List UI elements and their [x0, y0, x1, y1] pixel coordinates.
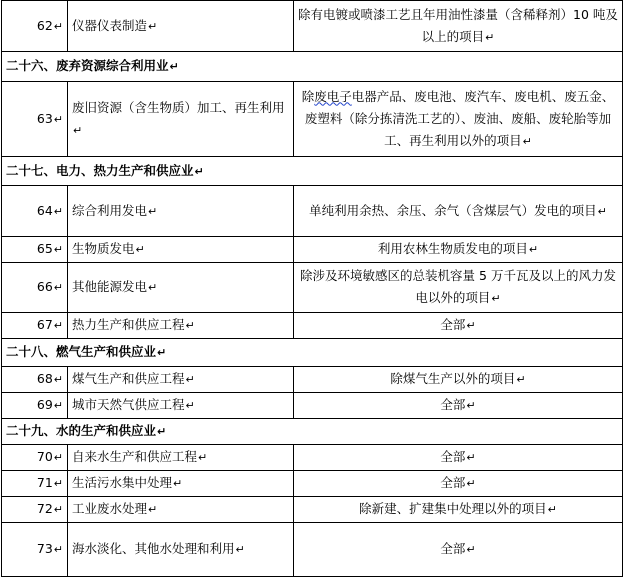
- row-number: 70↵: [2, 445, 68, 471]
- table-row: [2, 367, 623, 393]
- row-number: 73↵: [2, 523, 68, 577]
- row-number: 71↵: [2, 471, 68, 497]
- section-header-row: [2, 52, 623, 82]
- row-number: 65↵: [2, 237, 68, 263]
- table-row: [2, 82, 623, 157]
- scope-description: 除有电镀或喷漆工艺且年用油性漆量（含稀释剂）10 吨及以上的项目↵: [294, 1, 623, 52]
- row-number: 64↵: [2, 186, 68, 237]
- scope-description: 利用农林生物质发电的项目↵: [294, 237, 623, 263]
- section-title: 二十六、废弃资源综合利用业↵: [2, 52, 623, 82]
- scope-description: 全部↵: [294, 313, 623, 339]
- industry-name: 综合利用发电↵: [68, 186, 294, 237]
- section-title: 二十八、燃气生产和供应业↵: [2, 339, 623, 367]
- scope-description: 单纯利用余热、余压、余气（含煤层气）发电的项目↵: [294, 186, 623, 237]
- scope-description: 除涉及环境敏感区的总装机容量 5 万千瓦及以上的风力发电以外的项目↵: [294, 263, 623, 313]
- industry-name: 工业废水处理↵: [68, 497, 294, 523]
- table-row: [2, 497, 623, 523]
- row-number: 66↵: [2, 263, 68, 313]
- row-number: 63↵: [2, 82, 68, 157]
- table-row: [2, 237, 623, 263]
- scope-description: 除煤气生产以外的项目↵: [294, 367, 623, 393]
- table-row: [2, 313, 623, 339]
- section-title: 二十九、水的生产和供应业↵: [2, 419, 623, 445]
- row-number: 67↵: [2, 313, 68, 339]
- industry-name: 废旧资源（含生物质）加工、再生利用↵: [68, 82, 294, 157]
- scope-description: 除新建、扩建集中处理以外的项目↵: [294, 497, 623, 523]
- scope-description: 全部↵: [294, 523, 623, 577]
- table-row: [2, 1, 623, 52]
- row-number: 69↵: [2, 393, 68, 419]
- scope-description: 全部↵: [294, 393, 623, 419]
- spellcheck-underline: 废电子: [314, 88, 352, 104]
- row-number: 72↵: [2, 497, 68, 523]
- table-row: [2, 393, 623, 419]
- industry-name: 城市天然气供应工程↵: [68, 393, 294, 419]
- industry-name: 热力生产和供应工程↵: [68, 313, 294, 339]
- industry-name: 仪器仪表制造↵: [68, 1, 294, 52]
- industry-name: 生活污水集中处理↵: [68, 471, 294, 497]
- industry-name: 海水淡化、其他水处理和利用↵: [68, 523, 294, 577]
- scope-description: 除废电子电器产品、废电池、废汽车、废电机、废五金、废塑料（除分拣清洗工艺的）、废油、废船、废轮胎等加工、再生利用以外的项目↵: [294, 82, 623, 157]
- table-row: [2, 263, 623, 313]
- industry-name: 其他能源发电↵: [68, 263, 294, 313]
- row-number: 62↵: [2, 1, 68, 52]
- table-row: [2, 186, 623, 237]
- section-header-row: [2, 419, 623, 445]
- section-header-row: [2, 157, 623, 186]
- table-row: [2, 523, 623, 577]
- industry-name: 生物质发电↵: [68, 237, 294, 263]
- row-number: 68↵: [2, 367, 68, 393]
- industry-scope-table: [1, 0, 623, 577]
- section-title: 二十七、电力、热力生产和供应业↵: [2, 157, 623, 186]
- scope-description: 全部↵: [294, 445, 623, 471]
- scope-description: 全部↵: [294, 471, 623, 497]
- table-row: [2, 471, 623, 497]
- industry-name: 煤气生产和供应工程↵: [68, 367, 294, 393]
- industry-name: 自来水生产和供应工程↵: [68, 445, 294, 471]
- table-row: [2, 445, 623, 471]
- section-header-row: [2, 339, 623, 367]
